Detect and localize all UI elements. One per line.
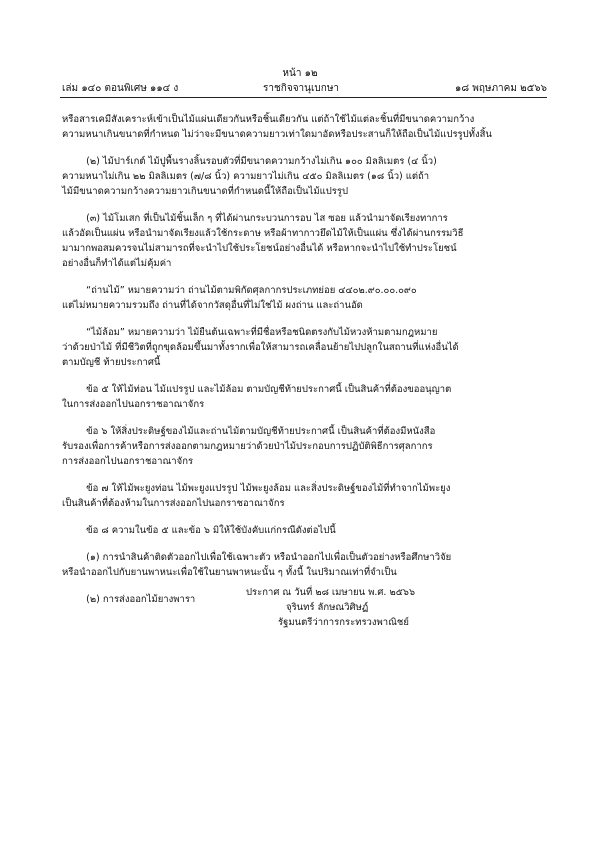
- body-line: การส่งออกไปนอกราชอาณาจักร: [62, 456, 194, 467]
- publication-name: ราชกิจจานุเบกษา: [263, 83, 340, 94]
- body-line: ข้อ ๖ ให้สิ่งประดิษฐ์ของไม้และถ่านไม้ตามบัญชีท้ายประกาศนี้ เป็นสินค้าที่ต้องมีหนังสือ: [62, 426, 436, 437]
- body-line: (๑) การนำสินค้าติดตัวออกไปเพื่อใช้เฉพาะตัว หรือนำออกไปเพื่อเป็นตัวอย่างหรือศึกษาวิจัย: [62, 552, 452, 563]
- body-line: หรือสารเคมีสังเคราะห์เข้าเป็นไม้แผ่นเดียวกันหรือชิ้นเดียวกัน แต่ถ้าใช้ไม้แต่ละชิ้นที่มีขนาดความกว้าง: [62, 114, 475, 125]
- body-line: เป็นสินค้าที่ต้องห้ามในการส่งออกไปนอกราชอาณาจักร: [62, 498, 285, 509]
- body-line: (๒) ไม้ปาร์เกต์ ไม้ปูพื้นรางลิ้นรอบตัวที่มีขนาดความกว้างไม่เกิน ๑๐๐ มิลลิเมตร (๔ นิ้ว): [62, 156, 437, 167]
- body-line: หรือนำออกไปกับยานพาหนะเพื่อใช้ในยานพาหนะนั้น ๆ ทั้งนี้ ในปริมาณเท่าที่จำเป็น: [62, 567, 397, 578]
- body-line: “ไม้ล้อม” หมายความว่า ไม้ยืนต้นเฉพาะที่มีชื่อหรือชนิดตรงกับไม้หวงห้ามตามกฎหมาย: [62, 327, 438, 338]
- body-line: ข้อ ๕ ให้ไม้ท่อน ไม้แปรรูป และไม้ล้อม ตามบัญชีท้ายประกาศนี้ เป็นสินค้าที่ต้องขออนุญาต: [62, 384, 452, 395]
- body-line: (๓) ไม้โมเสก ที่เป็นไม้ชิ้นเล็ก ๆ ที่ได้ผ่านกระบวนการอบ ไส ซอย แล้วนำมาจัดเรียงทาการ: [62, 213, 448, 224]
- body-line: แต่ไม่หมายความรวมถึง ถ่านที่ได้จากวัสดุอื่นที่ไม่ใช่ไม้ ผงถ่าน และถ่านอัด: [62, 300, 363, 311]
- body-line: อย่างอื่นก็ทำได้แต่ไม่คุ้มค่า: [62, 258, 172, 269]
- body-line: “ถ่านไม้” หมายความว่า ถ่านไม้ตามพิกัดศุลกากรประเภทย่อย ๔๔๐๒.๙๐.๐๐.๐๙๐: [62, 285, 417, 296]
- signature-block: [246, 585, 526, 630]
- body-line: ในการส่งออกไปนอกราชอาณาจักร: [62, 399, 205, 410]
- signatory-title: รัฐมนตรีว่าการกระทรวงพาณิชย์: [278, 617, 409, 628]
- body-line: (๒) การส่งออกไม้ยางพารา: [62, 594, 196, 605]
- body-line: แล้วอัดเป็นแผ่น หรือนำมาจัดเรียงแล้วใช้กระดาษ หรือผ้าทากาวยึดไม้ให้เป็นแผ่น ซึ่งได้ผ่านกรรมวิธี: [62, 228, 464, 239]
- body-line: ไม้มีขนาดความกว้างความยาวเกินขนาดที่กำหนดนี้ให้ถือเป็นไม้แปรรูป: [62, 186, 348, 197]
- body-line: ข้อ ๘ ความในข้อ ๕ และข้อ ๖ มิให้ใช้บังคับแก่กรณีดังต่อไปนี้: [62, 525, 336, 536]
- volume-issue: เล่ม ๑๔๐ ตอนพิเศษ ๑๑๔ ง: [62, 83, 179, 94]
- body-line: มามากพอสมควรจนไม่สามารถที่จะนำไปใช้ประโยชน์อย่างอื่นได้ หรือหากจะนำไปใช้ทำประโยชน์: [62, 243, 457, 254]
- publication-date: ๑๘ พฤษภาคม ๒๕๖๖: [454, 83, 547, 94]
- body-line: ความหนาไม่เกิน ๒๒ มิลลิเมตร (๗/๘ นิ้ว) ความยาวไม่เกิน ๔๕๐ มิลลิเมตร (๑๘ นิ้ว) แต่ถ้า: [62, 171, 430, 182]
- signatory-name: จุรินทร์ ลักษณวิศิษฏ์: [286, 602, 369, 613]
- body-line: ข้อ ๗ ให้ไม้พะยูงท่อน ไม้พะยูงแปรรูป ไม้พะยูงล้อม และสิ่งประดิษฐ์ของไม้ที่ทำจากไม้พะยูง: [62, 483, 451, 494]
- header-divider: [60, 97, 547, 98]
- announcement-date: ประกาศ ณ วันที่ ๒๘ เมษายน พ.ศ. ๒๕๖๖: [246, 587, 415, 598]
- document-body: [62, 112, 546, 607]
- gazette-header: [60, 81, 547, 95]
- body-line: รับรองเพื่อการค้าหรือการส่งออกตามกฎหมายว่าด้วยป่าไม้ประกอบการปฏิบัติพิธีการศุลกากร: [62, 441, 433, 452]
- body-line: ตามบัญชี ท้ายประกาศนี้: [62, 357, 161, 368]
- body-line: ว่าด้วยป่าไม้ ที่มีชีวิตที่ถูกขุดล้อมขึ้นมาทั้งรากเพื่อให้สามารถเคลื่อนย้ายไปปลูกในสถานที่แห่งอื่นได้: [62, 342, 459, 353]
- body-line: ความหนาเกินขนาดที่กำหนด ไม่ว่าจะมีขนาดความยาวเท่าใดมาอัดหรือประสานก็ให้ถือเป็นไม้แปรรูปทั้งสิ้น: [62, 129, 492, 140]
- page-number: หน้า ๑๒: [282, 68, 318, 79]
